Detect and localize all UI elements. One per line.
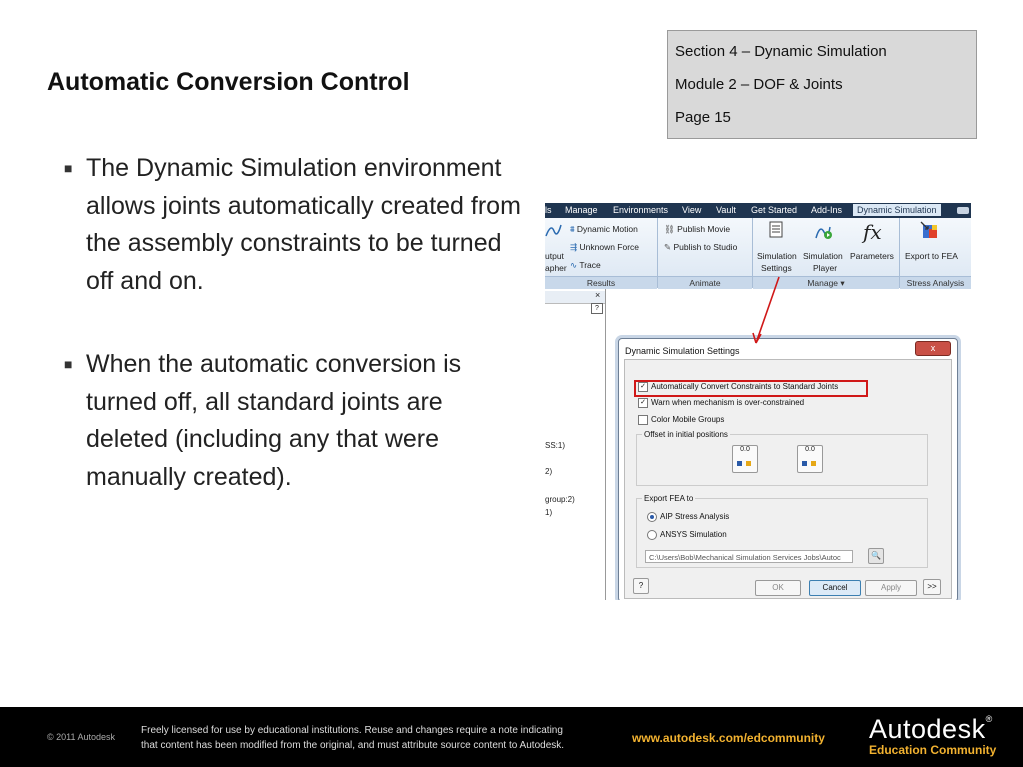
tab-view[interactable]: View [682, 205, 702, 215]
tab-add-ins[interactable]: Add-Ins [811, 205, 843, 215]
tab-get-started[interactable]: Get Started [751, 205, 798, 215]
bullet-marker-icon: ■ [64, 356, 73, 372]
tab-environments[interactable]: Environments [613, 205, 669, 215]
group-stress-analysis: Stress Analysis [900, 276, 971, 289]
dynamic-motion-button[interactable] [570, 224, 638, 235]
checkbox-empty [638, 415, 648, 425]
ribbon-tab-bar [545, 203, 971, 218]
tab-vault[interactable]: Vault [716, 205, 736, 215]
trace-button[interactable] [570, 260, 601, 271]
export-fea-label[interactable]: Export to FEA [905, 251, 958, 261]
expand-button[interactable]: >> [923, 579, 941, 595]
edcommunity-link[interactable]: www.autodesk.com/edcommunity [632, 731, 825, 745]
tab-tools[interactable]: ls [545, 205, 552, 215]
simulation-player-label-2[interactable]: Player [813, 263, 838, 273]
trace-icon: ∿ [570, 260, 578, 270]
ansys-label: ANSYS Simulation [660, 530, 727, 540]
output-grapher-label-1[interactable]: utput [545, 251, 564, 261]
inventor-screenshot [545, 203, 971, 600]
dialog-close-button[interactable]: x [915, 341, 951, 356]
blue-square-icon [737, 461, 742, 466]
tree-item[interactable]: 2) [545, 467, 553, 476]
footer [0, 707, 1023, 767]
simulation-settings-label-1[interactable]: Simulation [757, 251, 797, 261]
simulation-settings-label-2[interactable]: Settings [761, 263, 792, 273]
dynamic-motion-icon: ⩩ [570, 224, 575, 234]
apply-button[interactable]: Apply [865, 580, 917, 596]
output-grapher-label-2[interactable]: apher [545, 263, 567, 273]
parameters-icon: fx [863, 220, 882, 244]
blue-square-icon [802, 461, 807, 466]
publish-studio-button[interactable] [664, 242, 737, 253]
bullet-text: When the automatic conversion is turned off, all standard joints are deleted (including any that were manually created). [86, 350, 462, 491]
ok-button[interactable]: OK [755, 580, 801, 596]
license-line: that content has been modified from the original, and must attribute source content to Autodesk. [141, 740, 565, 751]
output-grapher-icon [545, 221, 563, 239]
publish-movie-icon: ⛓ [664, 224, 675, 234]
warn-label: Warn when mechanism is over-constrained [651, 398, 805, 408]
offset-value: 0.0 [805, 446, 815, 453]
dynamic-simulation-settings-dialog [618, 338, 958, 600]
license-text [141, 723, 621, 753]
browse-folder-icon[interactable]: 🔍 [868, 548, 884, 564]
color-groups-checkbox[interactable] [638, 415, 724, 425]
browser-pane [545, 289, 606, 600]
ribbon-toggle-icon[interactable] [957, 207, 969, 214]
help-button[interactable]: ? [633, 578, 649, 594]
simulation-settings-icon [767, 221, 785, 239]
unknown-force-icon: ⇶ [570, 242, 578, 252]
group-animate: Animate [658, 276, 752, 289]
autodesk-logo [869, 714, 993, 745]
offset-reset-button[interactable] [732, 445, 758, 473]
section-label: Section 4 – Dynamic Simulation [675, 43, 887, 60]
bullet-list [62, 150, 522, 542]
publish-movie-label: Publish Movie [677, 224, 731, 234]
unknown-force-label: Unknown Force [579, 242, 640, 252]
tab-dynamic-simulation[interactable]: Dynamic Simulation [853, 204, 941, 216]
module-label: Module 2 – DOF & Joints [675, 76, 843, 93]
orange-square-icon [746, 461, 751, 466]
tab-manage[interactable]: Manage [565, 205, 598, 215]
publish-studio-label: Publish to Studio [673, 242, 738, 252]
dialog-title: Dynamic Simulation Settings [625, 346, 740, 356]
ansys-radio[interactable] [647, 530, 727, 540]
page-label: Page 15 [675, 109, 731, 126]
dialog-body [624, 359, 952, 599]
radio-selected-icon [647, 512, 657, 522]
page-title: Automatic Conversion Control [47, 68, 410, 96]
bullet-item [62, 346, 522, 496]
offset-value: 0.0 [740, 446, 750, 453]
brand-subtitle: Education Community [869, 743, 997, 757]
color-groups-label: Color Mobile Groups [651, 415, 725, 425]
help-icon[interactable]: ? [591, 303, 603, 314]
simulation-player-label-1[interactable]: Simulation [803, 251, 843, 261]
close-icon[interactable]: × [595, 290, 601, 300]
check-icon: ✓ [638, 382, 648, 392]
license-line: Freely licensed for use by educational institutions. Reuse and changes require a note indicating [141, 725, 563, 736]
check-icon: ✓ [638, 398, 648, 408]
cancel-button[interactable]: Cancel [809, 580, 861, 596]
group-manage[interactable]: Manage ▾ [753, 276, 899, 289]
brand-text: Autodesk [869, 714, 986, 744]
publish-studio-icon: ✎ [664, 242, 672, 252]
publish-movie-button[interactable] [664, 224, 730, 235]
trace-label: Trace [579, 260, 601, 270]
tree-item[interactable]: 1) [545, 508, 553, 517]
auto-convert-label: Automatically Convert Constraints to Standard Joints [651, 382, 839, 392]
aip-label: AIP Stress Analysis [660, 512, 730, 522]
orange-square-icon [811, 461, 816, 466]
simulation-player-icon [815, 222, 833, 240]
parameters-label[interactable]: Parameters [850, 251, 894, 261]
tree-item[interactable]: group:2) [545, 495, 575, 504]
offset-group [636, 434, 928, 486]
bullet-item [62, 150, 522, 300]
aip-radio[interactable] [647, 512, 729, 522]
bullet-text: The Dynamic Simulation environment allows joints automatically created from the assembly constraints to be turned off and on. [86, 154, 521, 295]
radio-empty-icon [647, 530, 657, 540]
unknown-force-button[interactable] [570, 242, 639, 253]
export-fea-icon [920, 221, 938, 239]
copyright: © 2011 Autodesk [47, 732, 116, 742]
auto-convert-checkbox[interactable] [638, 382, 838, 392]
dynamic-motion-label: Dynamic Motion [576, 224, 638, 234]
offset-set-button[interactable] [797, 445, 823, 473]
export-group-label: Export FEA to [644, 494, 694, 503]
group-results: Results [545, 276, 657, 289]
registered-mark: ® [985, 714, 993, 724]
ribbon-panel [545, 218, 971, 277]
warn-checkbox[interactable] [638, 398, 804, 408]
bullet-marker-icon: ■ [64, 160, 73, 176]
tree-item[interactable]: SS:1) [545, 441, 566, 450]
offset-group-label: Offset in initial positions [644, 430, 728, 439]
section-info-box [667, 30, 977, 139]
fea-path-field[interactable]: C:\Users\Bob\Mechanical Simulation Services Jobs\Autoc [645, 550, 853, 563]
